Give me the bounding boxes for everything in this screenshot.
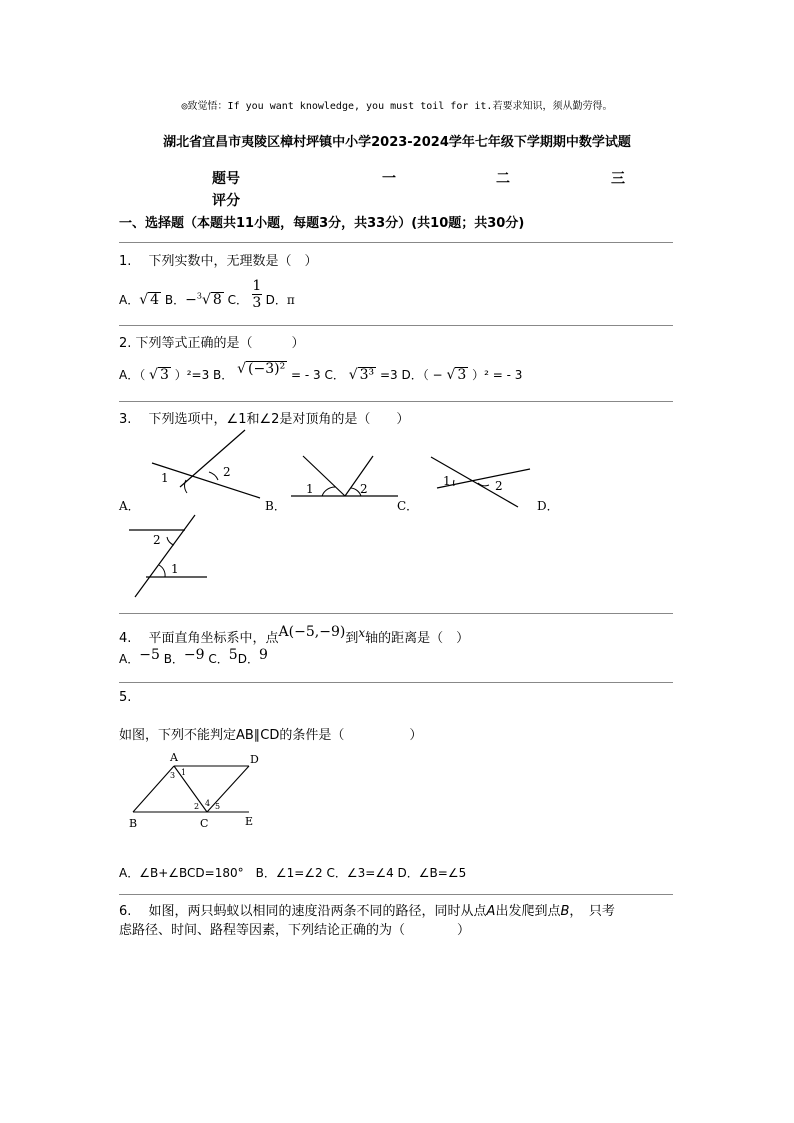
- stem-text: ， 只考: [569, 904, 615, 919]
- angle-arc: [209, 472, 218, 480]
- point-d-label: D: [250, 753, 259, 766]
- question-3-stem: 3. 下列选项中，∠1和∠2是对顶角的是（ ）: [119, 412, 410, 427]
- option-a-radicand: 3: [159, 367, 169, 383]
- question-5-number: 5.: [119, 690, 132, 705]
- option-d-label: =3 D．（ −: [380, 368, 443, 382]
- angle-arc: [167, 537, 174, 545]
- divider: [119, 401, 673, 402]
- point-e-label: E: [245, 815, 254, 828]
- option-d-text: ）² = - 3: [472, 368, 523, 382]
- option-c-fraction: [252, 278, 262, 311]
- option-a-radicand: 4: [150, 292, 160, 308]
- divider: [119, 894, 673, 895]
- option-c-label: = - 3 C．: [291, 368, 345, 382]
- option-c-label: C．: [208, 652, 229, 666]
- angle-arc: [322, 487, 336, 496]
- divider: [119, 613, 673, 614]
- question-4-options: [119, 647, 268, 667]
- option-d-value: π: [286, 293, 295, 307]
- question-5-stem: 如图，下列不能判定AB∥CD的条件是（ ）: [119, 728, 423, 743]
- line: [135, 515, 195, 597]
- score-col-2: 二: [496, 171, 510, 187]
- score-row-header: 评分: [212, 193, 240, 209]
- page-title: 湖北省宜昌市夷陵区樟村坪镇中小学2023-2024学年七年级下学期期中数学试题: [163, 135, 631, 150]
- score-col-3: 三: [611, 171, 625, 187]
- motto: ◎致觉悟：If you want knowledge, you must toil for it.若要求知识，须从勤劳得。: [181, 101, 613, 112]
- question-2-stem: 2. 下列等式正确的是（ ）: [119, 336, 305, 351]
- option-d-label: D．: [237, 652, 259, 666]
- option-d-label: D．: [265, 293, 287, 307]
- option-b-value: −9: [183, 647, 205, 663]
- angle-label-3: 3: [170, 771, 176, 780]
- angle-label-2: 2: [360, 482, 368, 496]
- option-b-radicand: 8: [212, 292, 222, 308]
- angle-label-4: 4: [205, 799, 211, 808]
- figure-a: [152, 430, 260, 498]
- axis-name: x: [358, 626, 366, 640]
- stem-text: 6. 如图，两只蚂蚁以相同的速度沿两条不同的路径，同时从点: [119, 904, 487, 919]
- score-col-header: 题号: [212, 171, 240, 187]
- option-b-label: B．: [164, 293, 186, 307]
- line: [180, 430, 245, 487]
- angle-label-1: 1: [443, 474, 451, 488]
- option-b-label: B．: [265, 499, 286, 513]
- question-5-figure: [119, 748, 279, 834]
- question-2-options: A．（ √ 3 ）²=3 B． √ (−3)² = - 3 C． √ 3³ =3 D．（ − √ 3 ）² = - 3: [119, 361, 523, 383]
- angle-label-1: 1: [161, 471, 169, 485]
- angle-label-2: 2: [495, 479, 503, 493]
- option-c-radicand: 3³: [359, 367, 375, 383]
- line-ac: [174, 766, 207, 812]
- angle-label-1: 1: [306, 482, 314, 496]
- point-b-label: B: [129, 817, 138, 830]
- section-heading: 一、选择题（本题共11小题，每题3分，共33分）(共10题；共30分): [119, 216, 525, 231]
- point-c-label: C: [200, 817, 209, 830]
- option-a-label: A．: [119, 499, 140, 513]
- fraction-denominator: 3: [252, 295, 262, 311]
- fraction-numerator: 1: [252, 278, 262, 294]
- question-5-options: A．∠B+∠BCD=180° B．∠1=∠2 C．∠3=∠4 D．∠B=∠5: [119, 866, 467, 880]
- stem-text: 轴的距离是（ ）: [365, 631, 470, 646]
- angle-label-2: 2: [153, 533, 161, 547]
- option-c-label: C．: [397, 499, 419, 513]
- option-a-label: A．: [119, 652, 140, 666]
- option-b-label: B．: [163, 652, 184, 666]
- option-a-text: A．（: [119, 368, 146, 382]
- score-col-1: 一: [382, 171, 396, 187]
- line: [345, 456, 373, 496]
- figure-d: [129, 515, 207, 597]
- question-4-stem: [119, 624, 470, 646]
- question-1-options: A．√ 4 B．−$^3$√ 8 C． $\frac{1}{3}$ D．π: [119, 278, 295, 311]
- angle-label-1: 1: [181, 768, 187, 777]
- angle-label-2: 2: [223, 465, 231, 479]
- option-a-value: −5: [139, 647, 160, 663]
- point-b: B: [560, 904, 570, 919]
- point-coordinates: A(−5,−9): [278, 624, 346, 640]
- question-3-figures: [115, 425, 575, 605]
- option-b-index: 3: [196, 291, 202, 301]
- option-a-label: A．: [119, 293, 140, 307]
- option-d-label: D．: [537, 499, 559, 513]
- question-1-stem: 1. 下列实数中，无理数是（ ）: [119, 254, 318, 269]
- option-c-value: 5: [228, 647, 238, 663]
- option-d-radicand: 3: [457, 367, 467, 383]
- divider: [119, 325, 673, 326]
- divider: [119, 242, 673, 243]
- divider: [119, 682, 673, 683]
- option-b-radicand: (−3)²: [248, 361, 286, 377]
- stem-text: 到: [345, 631, 359, 646]
- angle-label-2: 2: [194, 802, 200, 811]
- option-c-label: C．: [227, 293, 249, 307]
- figure-b: [291, 456, 398, 496]
- angle-label-1: 1: [171, 562, 179, 576]
- stem-text: 4. 平面直角坐标系中，点: [119, 631, 279, 646]
- point-a-label: A: [170, 751, 178, 764]
- angle-arc: [159, 565, 165, 577]
- line-cd: [207, 766, 249, 812]
- line-ab: [133, 766, 174, 812]
- option-b-sign: −: [185, 292, 197, 308]
- figure-c: [431, 457, 530, 507]
- question-6-line-2: 虑路径、时间、路程等因素，下列结论正确的为（ ）: [119, 923, 471, 938]
- stem-text: 出发爬到点: [495, 904, 561, 919]
- line: [437, 469, 530, 488]
- angle-label-5: 5: [215, 802, 221, 811]
- question-6-line-1: [119, 900, 615, 919]
- option-d-value: 9: [258, 647, 268, 663]
- point-a: A: [486, 904, 496, 919]
- option-b-label: ）²=3 B．: [174, 368, 234, 382]
